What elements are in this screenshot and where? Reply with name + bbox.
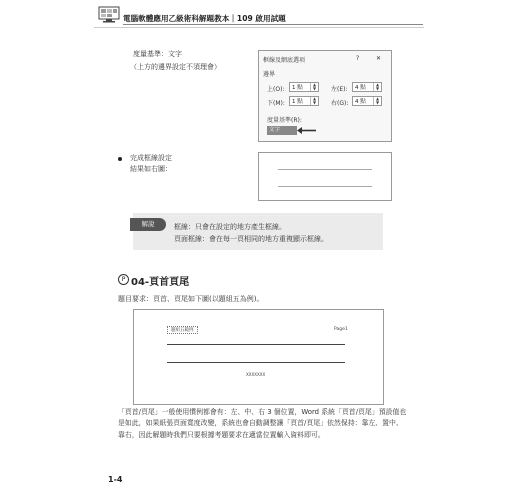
section-title: 04-頁首頁尾 [131, 277, 190, 288]
result-line [278, 169, 372, 170]
body-line: 是如此，如果紙張頁面寬度改變，系統也會自動調整讓「頁首/頁尾」依然保持：靠左、置中、 [118, 419, 403, 428]
bottom-label: 下(M): [267, 100, 285, 107]
arrow-left-icon [297, 126, 317, 135]
left-label: 左(E): [331, 86, 348, 93]
close-icon[interactable]: ✕ [376, 55, 382, 62]
explanation-box [133, 213, 383, 250]
spinner-arrows-icon[interactable]: ▲ ▼ [310, 83, 318, 91]
measure-text: 度量基準：文字 [133, 50, 182, 58]
explanation-badge: 解說 [130, 218, 166, 231]
header-rule-2 [94, 27, 424, 28]
doc-footer-center: XXXXXXX [246, 372, 266, 377]
right-label: 右(G): [331, 100, 349, 107]
header-footer-preview [133, 309, 384, 405]
header-rule [123, 24, 423, 25]
computer-icon [98, 6, 120, 23]
top-label: 上(O): [267, 86, 285, 93]
result-line [278, 186, 372, 187]
margin-note: （上方的邊界設定不須理會） [130, 63, 221, 71]
body-paragraph [118, 407, 418, 441]
doc-header-right: Page1 [334, 327, 348, 332]
right-spinner[interactable]: 4 點 ▲ ▼ [352, 96, 382, 106]
question-text: 題目要求：頁首、頁尾如下圖(以題組五為例)。 [118, 295, 264, 303]
spinner-arrows-icon[interactable]: ▲ ▼ [310, 97, 318, 105]
spinner-arrows-icon[interactable]: ▲ ▼ [373, 83, 381, 91]
measure-from-select[interactable]: 文字 [267, 126, 297, 135]
spinner-arrows-icon[interactable]: ▲ ▼ [373, 97, 381, 105]
header-rule-line [167, 344, 345, 345]
left-spinner[interactable]: 4 點 ▲ ▼ [352, 82, 382, 92]
dialog-title: 框線及網底選項 [263, 57, 306, 64]
bottom-spinner[interactable]: 1 點 ▲ ▼ [289, 96, 319, 106]
border-shading-dialog [258, 50, 392, 142]
section-icon: P [118, 274, 129, 285]
page-number: 1-4 [108, 475, 123, 484]
measure-from-label: 度量基準(R): [267, 117, 302, 124]
body-line: 靠右，因此解題時我們只要根據考題要求在適當位置輸入資料即可。 [118, 430, 325, 439]
margins-section-label: 邊界 [263, 71, 276, 78]
body-line: 「頁首/頁尾」一般使用慣例都會有：左、中、右 3 個位置，Word 系統「頁首/頁尾」預設值也 [118, 408, 407, 416]
running-header: 電腦軟體應用乙級術科解題教本｜109 啟用試題 [123, 14, 286, 23]
bullet-line2: 結果如右圖： [130, 165, 172, 173]
note-line1: 框線：只會在設定的地方產生框線。 [174, 223, 286, 231]
bullet-line1: 完成框線設定 [130, 154, 172, 162]
help-icon[interactable]: ? [356, 55, 360, 62]
footer-rule-line [167, 362, 345, 363]
bullet-dot [118, 157, 122, 161]
doc-header-left: 題組五範例 [167, 326, 198, 334]
top-spinner[interactable]: 1 點 ▲ ▼ [289, 82, 319, 92]
note-line2: 頁面框線：會在每一頁相同的地方重複顯示框線。 [174, 235, 328, 243]
border-result-preview [258, 152, 392, 201]
